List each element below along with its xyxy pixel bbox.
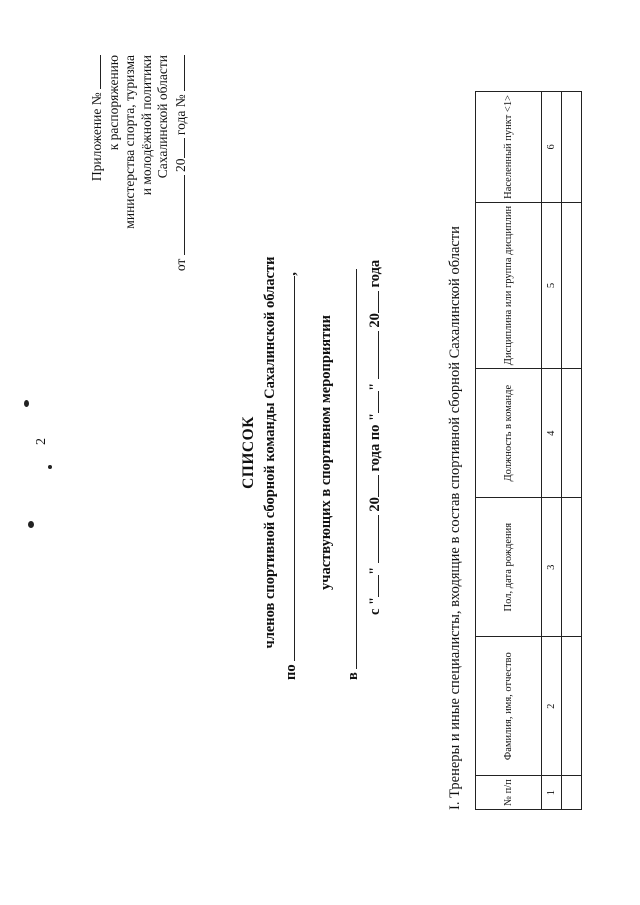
participating-line: участвующих в спортивном мероприятии <box>318 315 334 590</box>
period-year1-blank <box>366 475 379 497</box>
col-number-1: 1 <box>542 776 562 810</box>
scan-mark <box>48 465 52 469</box>
section-title: I. Тренеры и иные специалисты, входящие в состав спортивной сборной Сахалинской области <box>447 226 463 810</box>
po-line: по , <box>283 272 299 680</box>
date-from-label: от <box>172 258 188 272</box>
empty-cell <box>562 369 582 498</box>
col-header-number: № п/п <box>476 776 542 810</box>
period-year2: 20 <box>367 313 383 328</box>
table-number-row <box>542 91 562 809</box>
col-header-sex-birthdate: Пол, дата рождения <box>476 498 542 637</box>
po-blank <box>282 276 295 661</box>
in-prefix: в <box>345 672 361 680</box>
page-number: 2 <box>34 438 49 445</box>
appendix-line-3: министерства спорта, туризма <box>122 55 137 229</box>
scan-mark <box>24 400 29 407</box>
year-prefix: 20 <box>172 158 188 172</box>
members-table <box>475 91 582 810</box>
appendix-line-1 <box>88 55 106 271</box>
col-header-locality: Населенный пункт <1> <box>476 91 542 202</box>
appendix-number-blank <box>88 55 101 89</box>
date-day-blank <box>172 175 185 255</box>
period-day1-blank <box>366 575 379 597</box>
empty-cell <box>562 202 582 368</box>
empty-cell <box>562 776 582 810</box>
scan-mark <box>28 521 34 528</box>
document-subtitle: членов спортивной сборной команды Сахалинской области <box>262 256 278 649</box>
period-year2-blank <box>366 291 379 313</box>
period-quote2: " <box>367 382 383 391</box>
empty-cell <box>562 91 582 202</box>
col-number-4: 4 <box>542 369 562 498</box>
order-number-blank <box>172 55 185 91</box>
period-month2-blank <box>366 331 379 379</box>
empty-cell <box>562 498 582 637</box>
appendix-block <box>88 55 189 271</box>
year-suffix: года № <box>172 94 188 136</box>
appendix-line-5: Сахалинской области <box>155 55 170 179</box>
period-line <box>366 260 384 615</box>
col-number-2: 2 <box>542 637 562 776</box>
po-prefix: по <box>283 664 299 680</box>
period-month1-blank <box>366 515 379 563</box>
period-from: с " <box>367 596 383 615</box>
empty-cell <box>562 637 582 776</box>
year-blank <box>172 138 185 158</box>
in-blank <box>344 269 357 669</box>
period-to: года по " <box>367 412 383 472</box>
table-header-row <box>476 91 542 809</box>
col-number-3: 3 <box>542 498 562 637</box>
appendix-date-line <box>172 55 190 271</box>
document-title: СПИСОК <box>240 416 257 489</box>
period-quote1: " <box>367 566 383 575</box>
in-line <box>344 269 362 680</box>
period-year1: 20 <box>367 497 383 512</box>
col-number-5: 5 <box>542 202 562 368</box>
col-header-position: Должность в команде <box>476 369 542 498</box>
col-number-6: 6 <box>542 91 562 202</box>
appendix-line-4: и молодёжной политики <box>138 55 154 196</box>
appendix-line-2: к распоряжению <box>105 55 121 151</box>
table-empty-row <box>562 91 582 809</box>
col-header-discipline: Дисциплина или группа дисциплин <box>476 202 542 368</box>
period-day2-blank <box>366 391 379 413</box>
appendix-number-label: Приложение № <box>89 92 104 182</box>
col-header-name: Фамилия, имя, отчество <box>476 637 542 776</box>
period-end: года <box>367 259 383 288</box>
